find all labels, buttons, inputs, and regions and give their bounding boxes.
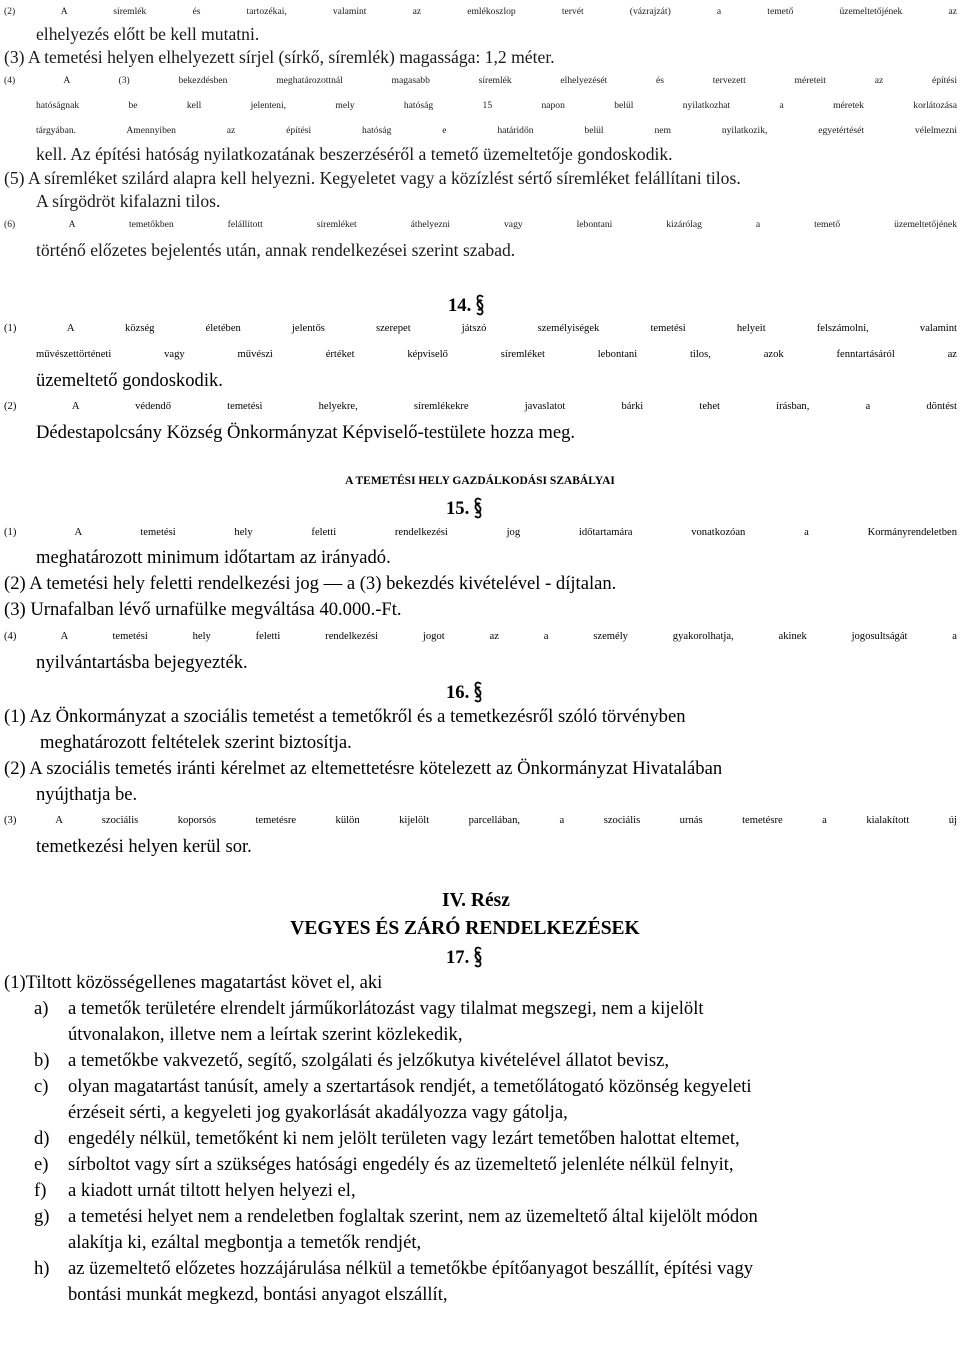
list-item-text: a temetők területére elrendelt járműkorlátozást vagy tilalmat megszegi, nem a kijelölt — [68, 998, 704, 1019]
list-item-label: a) — [34, 998, 49, 1019]
paragraph-line: (3) A szociális koporsós temetésre külön kijelölt parcellában, a szociális urnás temetésre a kialakított új — [4, 815, 957, 826]
paragraph-line: (1) A temetési hely feletti rendelkezési jog időtartamára vonatkozóan a Kormányrendeletben — [4, 527, 957, 538]
paragraph-line: művészettörténeti vagy művészi értéket képviselő síremléket lebontani tilos, azok fenntartásáról az — [36, 349, 957, 360]
paragraph-line: történő előzetes bejelentés után, annak rendelkezései szerint szabad. — [36, 240, 516, 260]
paragraph-line: (2) A védendő temetési helyekre, síremlékekre javaslatot bárki tehet írásban, a döntést — [4, 401, 957, 412]
list-item-label: e) — [34, 1154, 49, 1175]
paragraph-line: (6) A temetőkben felállított síremléket áthelyezni vagy lebontani kizárólag a temető üzemeltetőjének — [4, 219, 957, 230]
list-item-text: a temetési helyet nem a rendeletben foglaltak szerint, nem az üzemeltető által kijelölt módon — [68, 1206, 758, 1227]
list-item-continuation: alakítja ki, ezáltal megbontja a temetők rendjét, — [68, 1232, 422, 1253]
paragraph-line: (2) A szociális temetés iránti kérelmet az eltemettetésre kötelezett az Önkormányzat Hivatalában — [4, 758, 723, 779]
list-item — [34, 998, 704, 1020]
paragraph-line: nyújthatja be. — [36, 784, 138, 805]
list-item-label: f) — [34, 1180, 47, 1201]
paragraph-line: kell. Az építési hatóság nyilatkozatának beszerzéséről a temető üzemeltetője gondoskodik. — [36, 144, 673, 164]
section-number: 17. — [446, 947, 470, 968]
list-item-label: d) — [34, 1128, 50, 1149]
paragraph-line: (3) Urnafalban lévő urnafülke megváltása 40.000.-Ft. — [4, 599, 402, 620]
paragraph-line: tárgyában. Amennyiben az építési hatóság e határidőn belül nem nyilatkozik, egyetértését vélelmezni — [36, 125, 957, 136]
list-item-continuation: bontási munkát megkezd, bontási anyagot elszállít, — [68, 1284, 448, 1305]
paragraph-line: meghatározott minimum időtartam az irányadó. — [36, 547, 391, 568]
list-item — [34, 1154, 734, 1176]
list-item-label: c) — [34, 1076, 49, 1097]
paragraph-line: (1) A község életében jelentős szerepet játszó személyiségek temetési helyeit felszámolni, valamint — [4, 323, 957, 334]
paragraph-line: A sírgödröt kifalazni tilos. — [36, 191, 221, 211]
list-item — [34, 1206, 956, 1228]
list-item-text: sírboltot vagy sírt a szükséges hatósági engedély és az üzemeltető jelenléte nélkül felnyit, — [68, 1154, 734, 1175]
paragraph-line: nyilvántartásba bejegyezték. — [36, 652, 248, 673]
section-heading-14 — [448, 293, 486, 317]
section-title: A TEMETÉSI HELY GAZDÁLKODÁSI SZABÁLYAI — [345, 475, 615, 487]
paragraph-line: meghatározott feltételek szerint biztosítja. — [40, 732, 352, 753]
list-item-text: olyan magatartást tanúsít, amely a szertartások rendjét, a temetőlátogató közönség kegyeleti — [68, 1076, 752, 1097]
list-item-text: engedély nélkül, temetőként ki nem jelölt területen vagy lezárt temetőben halottat eltemet, — [68, 1128, 740, 1149]
list-item — [34, 1076, 752, 1098]
paragraph-line: temetkezési helyen kerül sor. — [36, 836, 252, 857]
paragraph-line: (5) A síremléket szilárd alapra kell helyezni. Kegyeletet vagy a közízlést sértő síremléket felállítani tilos. — [4, 168, 741, 188]
list-item-continuation: érzéseit sérti, a kegyeleti jog gyakorlását akadályozza vagy gátolja, — [68, 1102, 568, 1123]
paragraph-line: (2) A síremlék és tartozékai, valamint az emlékoszlop tervét (vázrajzát) a temető üzemeltetőjének az — [4, 6, 957, 17]
list-item — [34, 1050, 669, 1072]
list-item-label: h) — [34, 1258, 50, 1279]
list-item-text: a kiadott urnát tiltott helyen helyezi el, — [68, 1180, 356, 1201]
paragraph-line: (2) A temetési hely feletti rendelkezési jog — a (3) bekezdés kivételével - díjtalan. — [4, 573, 617, 594]
part-title: IV. Rész — [442, 890, 510, 911]
paragraph-line: (1) Az Önkormányzat a szociális temetést a temetőkről és a temetkezésről szóló törvényben — [4, 706, 686, 727]
list-item — [34, 1128, 740, 1150]
paragraph-line: (4) A (3) bekezdésben meghatározottnál magasabb síremlék elhelyezését és tervezett méreteit az építési — [4, 75, 957, 86]
section-number: 16. — [446, 682, 470, 703]
section-number: 15. — [446, 498, 470, 519]
section-title: VEGYES ÉS ZÁRÓ RENDELKEZÉSEK — [290, 918, 640, 939]
list-item-text: az üzemeltető előzetes hozzájárulása nélkül a temetőkbe építőanyagot beszállít, építési vagy — [68, 1258, 754, 1279]
paragraph-line: hatóságnak be kell jelenteni, mely hatóság 15 napon belül nyilatkozhat a méretek korlátozása — [36, 100, 957, 111]
section-sign-icon — [472, 945, 484, 969]
paragraph-line: (1)Tiltott közösségellenes magatartást követ el, aki — [4, 972, 383, 993]
section-sign-icon — [472, 680, 484, 704]
section-sign-icon — [474, 293, 486, 317]
list-item — [34, 1180, 356, 1202]
paragraph-line: Dédestapolcsány Község Önkormányzat Képviselő-testülete hozza meg. — [36, 422, 576, 443]
list-item-text: a temetőkbe vakvezető, segítő, szolgálati és jelzőkutya kivételével állatot bevisz, — [68, 1050, 669, 1071]
list-item-continuation: útvonalakon, illetve nem a leírtak szerint közlekedik, — [68, 1024, 463, 1045]
section-sign-icon — [472, 496, 484, 520]
section-number: 14. — [448, 295, 472, 316]
section-heading-15 — [446, 496, 484, 520]
paragraph-line: elhelyezés előtt be kell mutatni. — [36, 24, 260, 44]
list-item-label: b) — [34, 1050, 50, 1071]
section-heading-17 — [446, 945, 484, 969]
section-heading-16 — [446, 680, 484, 704]
paragraph-line: (3) A temetési helyen elhelyezett sírjel (sírkő, síremlék) magassága: 1,2 méter. — [4, 47, 555, 67]
list-item-label: g) — [34, 1206, 50, 1227]
paragraph-line: üzemeltető gondoskodik. — [36, 370, 223, 391]
paragraph-line: (4) A temetési hely feletti rendelkezési jogot az a személy gyakorolhatja, akinek jogosultságát a — [4, 631, 957, 642]
list-item — [34, 1258, 753, 1280]
